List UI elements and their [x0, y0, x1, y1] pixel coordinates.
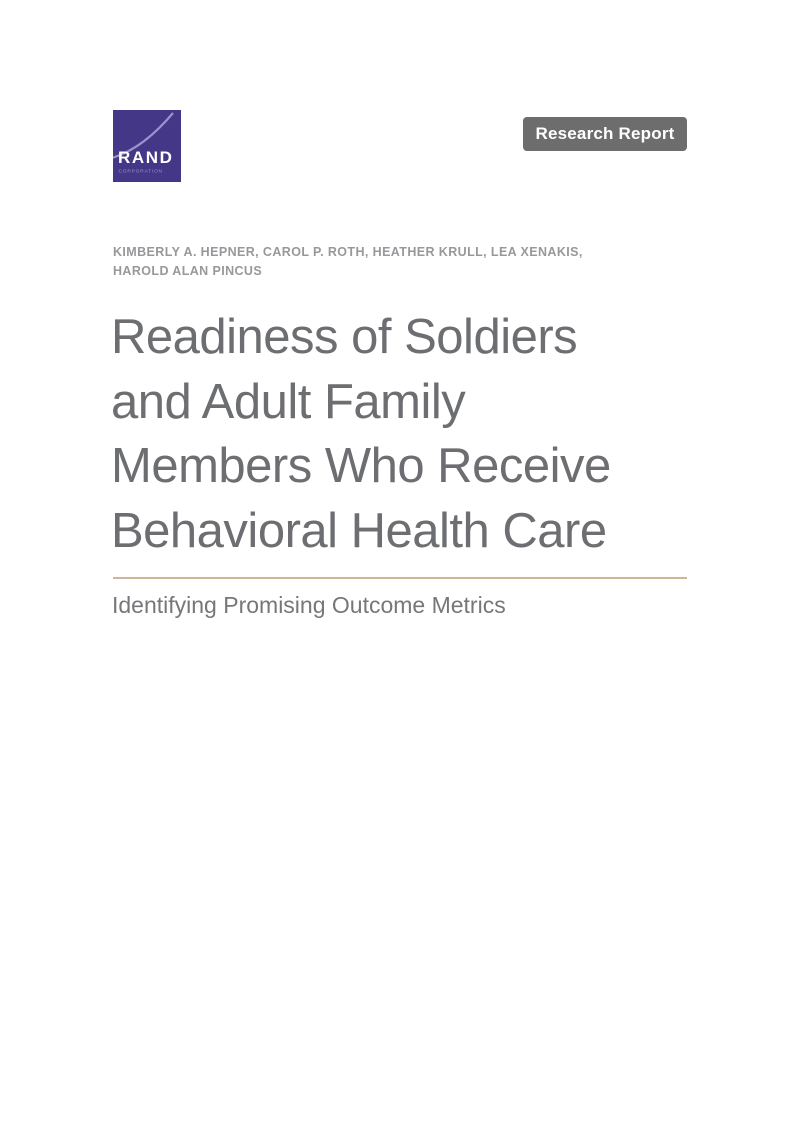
report-title-line-2: and Adult Family [111, 374, 466, 429]
report-title [111, 305, 611, 563]
logo-subtext: CORPORATION [118, 169, 163, 175]
authors-line-1: KIMBERLY A. HEPNER, CAROL P. ROTH, HEATHER KRULL, LEA XENAKIS, [113, 245, 583, 259]
report-subtitle: Identifying Promising Outcome Metrics [112, 592, 506, 618]
logo-wordmark: RAND [118, 148, 174, 167]
rand-logo [113, 110, 181, 182]
report-title-line-1: Readiness of Soldiers [111, 310, 578, 364]
title-divider-rule [113, 577, 687, 579]
rand-logo-graphic [113, 110, 181, 182]
report-title-line-3: Members Who Receive [111, 439, 611, 493]
research-report-badge-label: Research Report [535, 124, 675, 143]
authors-line-2: HAROLD ALAN PINCUS [113, 264, 263, 278]
research-report-badge [523, 117, 687, 151]
report-title-line-4: Behavioral Health Care [111, 503, 607, 558]
authors-block [113, 243, 583, 281]
